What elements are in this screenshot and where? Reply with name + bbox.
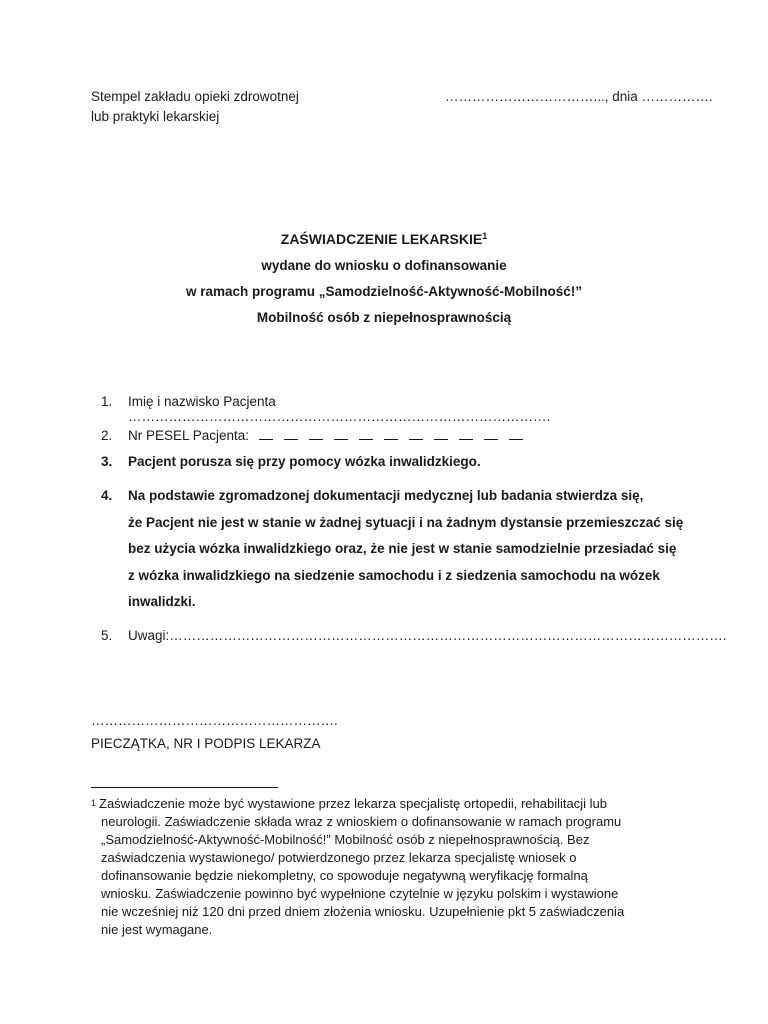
footnote-line-6: wniosku. Zaświadczenie powinno być wypełnione czytelnie w języku polskim i wystawione <box>101 886 619 901</box>
pesel-digit-slot <box>509 431 523 440</box>
footnote-line-5: dofinansowanie będzie niekompletny, co spowoduje negatywną weryfikację formalną <box>101 868 588 883</box>
declaration-line-4: z wózka inwalidzkiego na siedzenie samochodu i z siedzenia samochodu na wózek <box>128 567 660 583</box>
item-text: Imię i nazwisko Pacjenta …………………………………………………………………………………. <box>128 394 551 424</box>
pesel-digit-slot <box>484 431 498 440</box>
stamp-line-2: lub praktyki lekarskiej <box>91 109 220 124</box>
footnote-line-3: „Samodzielność-Aktywność-Mobilność!” Mobilność osób z niepełnosprawnością. Bez <box>101 832 590 847</box>
footnote-line-4: zaświadczenia wystawionego/ potwierdzonego przez lekarza specjalistę wniosek o <box>101 850 577 865</box>
declaration-line-1: Na podstawie zgromadzonej dokumentacji medycznej lub badania stwierdza się, <box>128 488 644 503</box>
item-text: Nr PESEL Pacjenta: <box>128 428 250 443</box>
footnote-line-7: nie wcześniej niż 120 dni przed dniem złożenia wniosku. Uzupełnienie pkt 5 zaświadczenia <box>101 904 625 919</box>
pesel-digit-slot <box>384 431 398 440</box>
item-number: 3. <box>101 454 113 469</box>
title-block <box>0 229 768 328</box>
signature-line: ………………………………………………. <box>91 713 338 728</box>
signature-label: PIECZĄTKA, NR I PODPIS LEKARZA <box>91 736 321 751</box>
pesel-digit-slot <box>459 431 473 440</box>
pesel-digit-slot <box>359 431 373 440</box>
item-number: 4. <box>101 488 113 503</box>
item-body <box>128 483 688 616</box>
pesel-digit-slot <box>434 431 448 440</box>
item-number: 1. <box>101 394 113 409</box>
stamp-line-1: Stempel zakładu opieki zdrowotnej <box>91 89 299 104</box>
stamp-block <box>91 87 299 127</box>
footnote-divider <box>91 787 278 788</box>
title-text: ZAŚWIADCZENIE LEKARSKIE <box>280 231 483 247</box>
footnote-mark: 1 <box>91 798 97 808</box>
footnote-line-1 <box>91 795 681 813</box>
subtitle-line-2: w ramach programu „Samodzielność-Aktywność-Mobilność!” <box>185 284 583 299</box>
footnote-ref: 1 <box>482 231 488 241</box>
item-number: 2. <box>101 428 113 443</box>
footnote-line-8: nie jest wymagane. <box>101 922 213 937</box>
declaration-line-3: bez użycia wózka inwalidzkiego oraz, że nie jest w stanie samodzielnie przesiadać się <box>128 541 677 556</box>
subtitle-line-1: wydane do wniosku o dofinansowanie <box>261 258 507 273</box>
pesel-digit-slot <box>259 431 273 440</box>
pesel-digit-slot <box>409 431 423 440</box>
footnote-text: Zaświadczenie może być wystawione przez lekarza specjalistę ortopedii, rehabilitacji lub <box>99 796 607 811</box>
declaration-line-2: że Pacjent nie jest w stanie w żadnej sytuacji i na żadnym dystansie przemieszczać się <box>128 514 684 530</box>
pesel-digit-slots <box>259 428 534 443</box>
footnote-line-2: neurologii. Zaświadczenie składa wraz z wnioskiem o dofinansowanie w ramach programu <box>101 814 622 829</box>
place-date-field: ……………………………..., dnia ……………. <box>445 89 713 104</box>
pesel-digit-slot <box>309 431 323 440</box>
pesel-digit-slot <box>284 431 298 440</box>
item-text: Uwagi:……………………………………………………………………………………………………………. <box>128 628 727 643</box>
item-text: Pacjent porusza się przy pomocy wózka inwalidzkiego. <box>128 454 481 469</box>
item-number: 5. <box>101 628 113 643</box>
pesel-digit-slot <box>334 431 348 440</box>
document-title <box>0 229 768 249</box>
item-body <box>128 428 688 443</box>
subtitle-line-3: Mobilność osób z niepełnosprawnością <box>256 310 512 325</box>
footnote <box>91 795 681 939</box>
declaration-line-5: inwalidzki. <box>128 594 196 609</box>
